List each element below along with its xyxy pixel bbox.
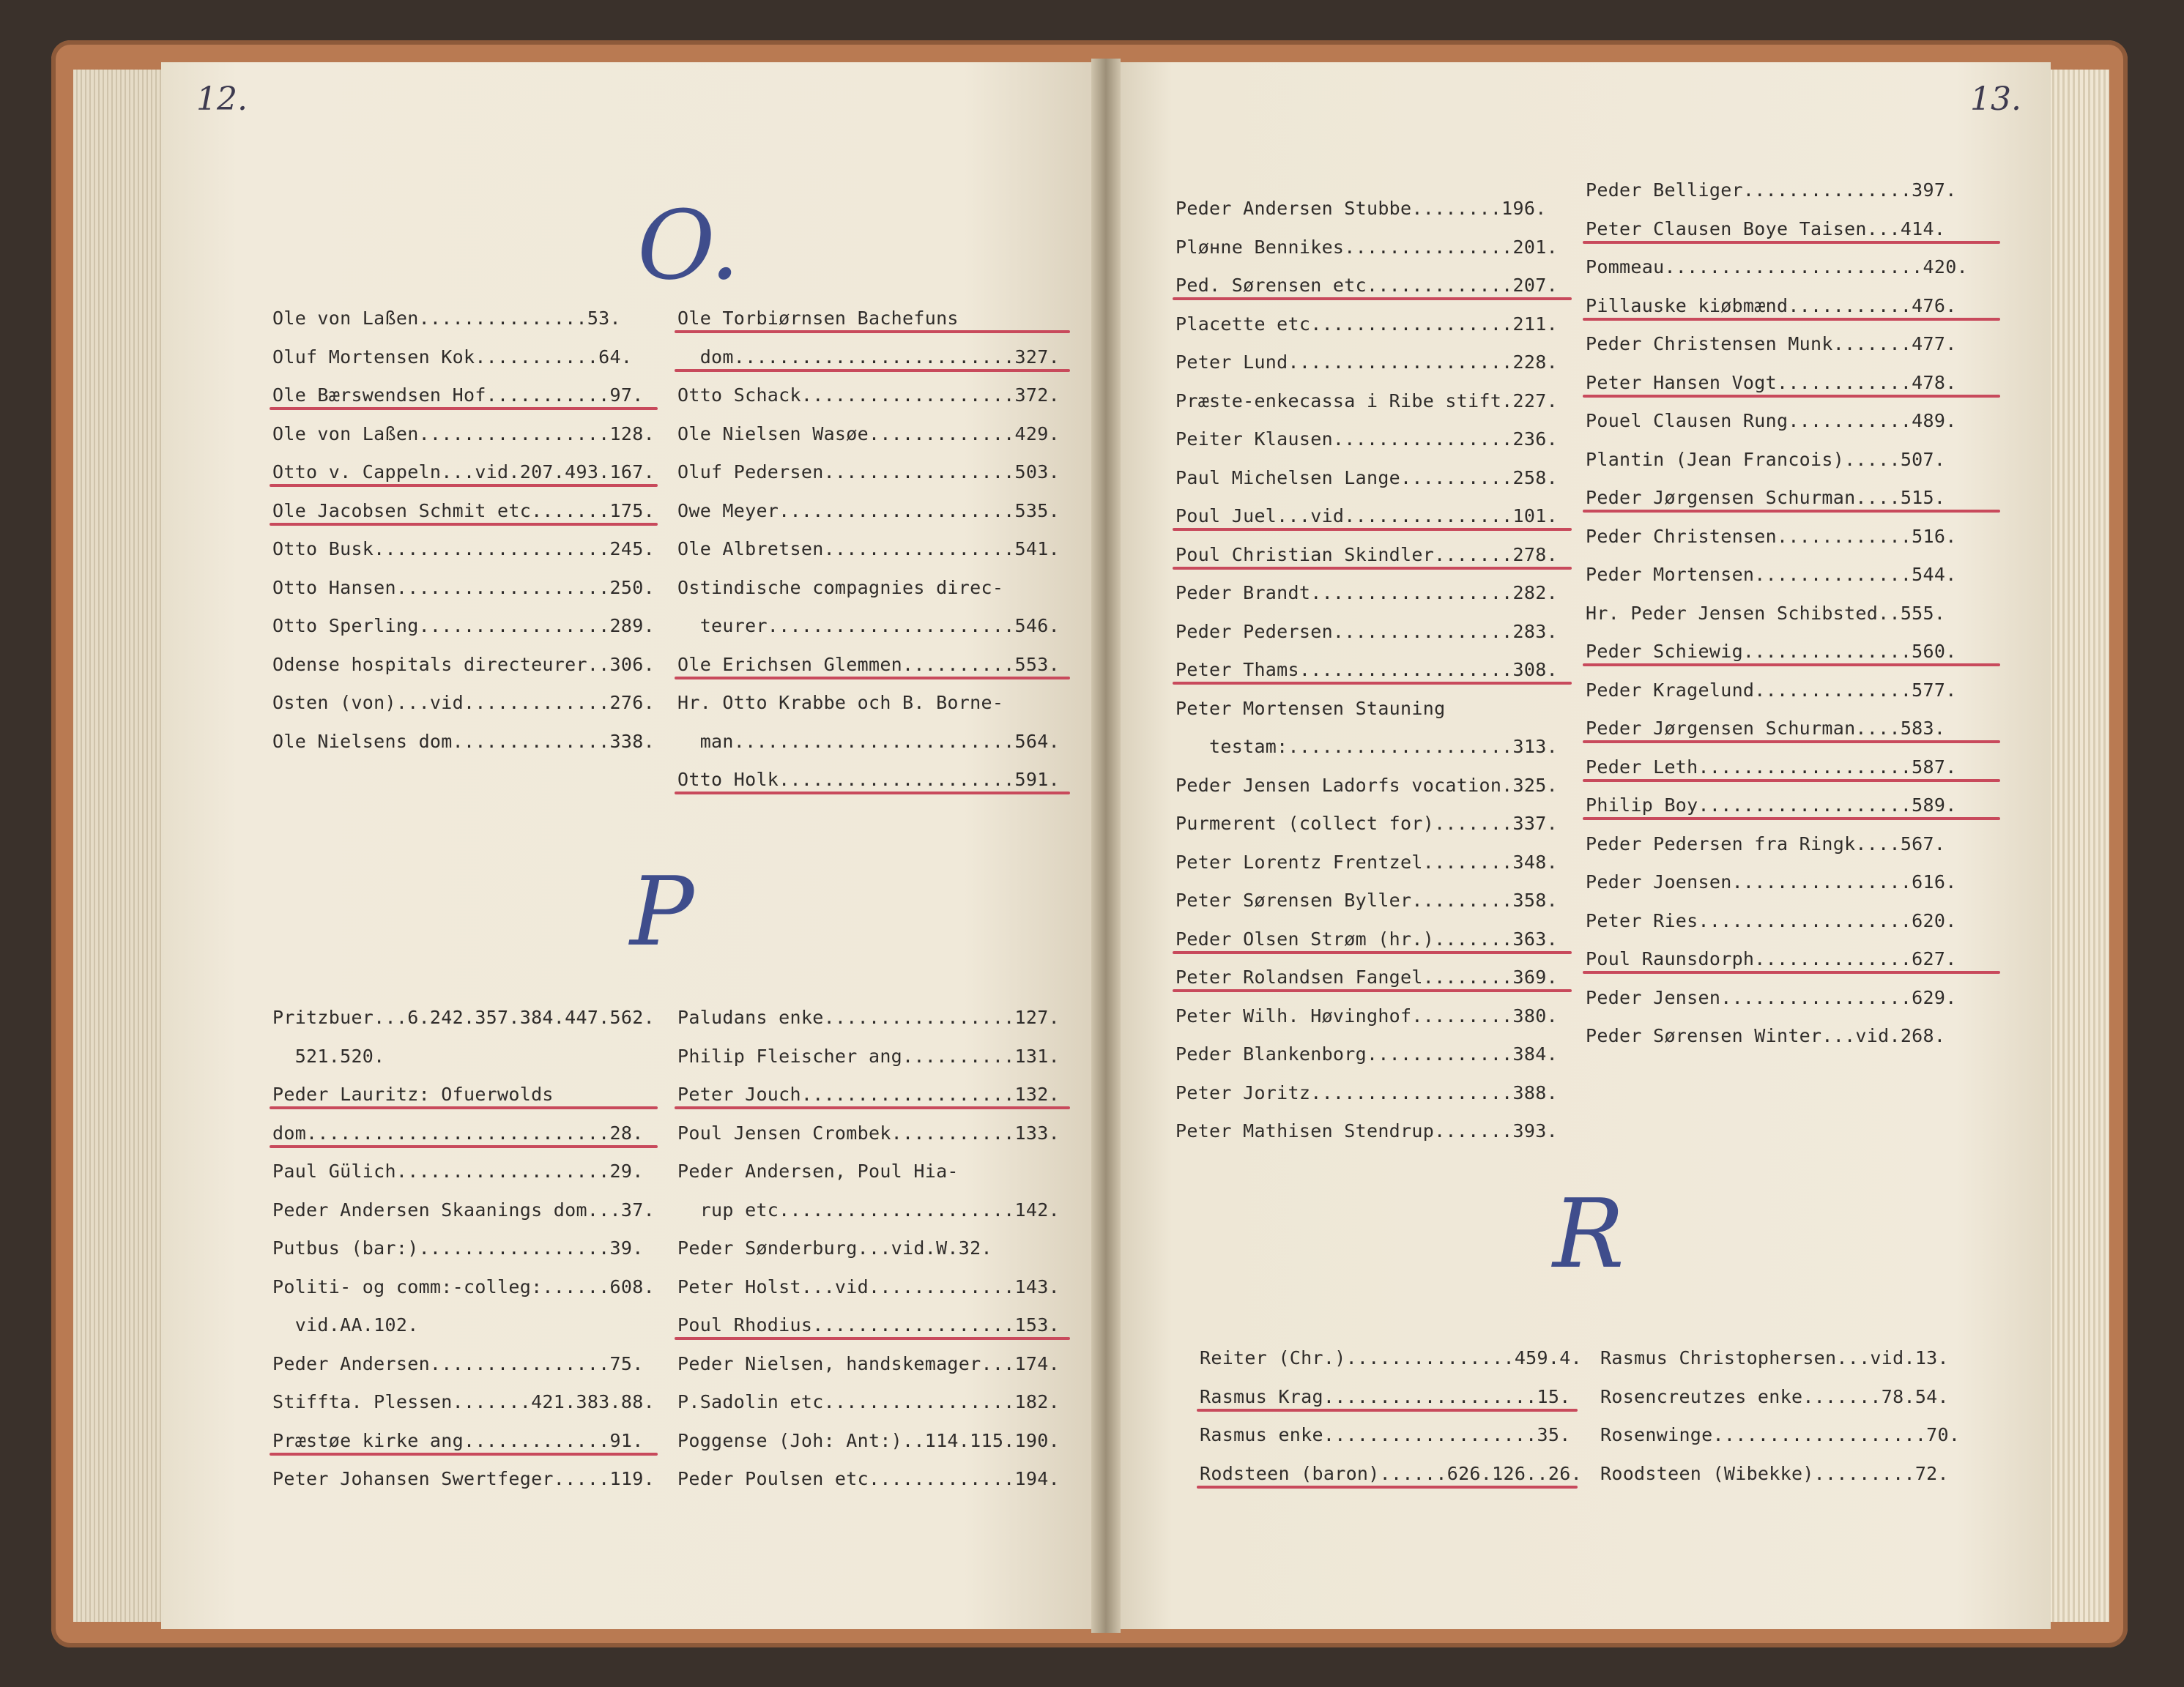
index-entry: Peder Kragelund..............577. — [1586, 679, 1957, 701]
index-entry: Rasmus Christophersen...vid.13. — [1600, 1347, 1949, 1368]
index-entry: Poul Christian Skindler.......278. — [1175, 543, 1558, 565]
index-entry: teurer......................546. — [677, 615, 1060, 636]
index-entry: Peder Andersen Stubbe........196. — [1175, 198, 1547, 219]
index-entry: dom.........................327. — [677, 346, 1060, 368]
index-entry: Peter Thams...................308. — [1175, 659, 1558, 680]
index-entry: Stiffta. Plessen.......421.383.88. — [272, 1391, 655, 1412]
index-entry: Peder Christensen............516. — [1586, 525, 1957, 547]
index-entry: Peter Wilh. Høvinghof.........380. — [1175, 1005, 1558, 1027]
red-underline — [1197, 1486, 1578, 1489]
red-underline — [675, 369, 1070, 372]
index-entry: Osten (von)...vid.............276. — [272, 692, 655, 713]
index-entry: Pouel Clausen Rung...........489. — [1586, 410, 1957, 431]
index-entry: Ole Bærswendsen Hof...........97. — [272, 384, 644, 406]
index-entry: Odense hospitals directeurer..306. — [272, 653, 655, 675]
index-entry: Ole Albretsen.................541. — [677, 538, 1060, 559]
index-entry: Pritzbuer...6.242.357.384.447.562. — [272, 1007, 655, 1028]
index-entry: Peder Pedersen................283. — [1175, 620, 1558, 642]
index-entry: Reiter (Chr.)...............459.4. — [1200, 1347, 1582, 1368]
index-entry: Peter Hansen Vogt............478. — [1586, 371, 1957, 393]
index-entry: Otto Hansen...................250. — [272, 576, 655, 598]
index-entry: Otto v. Cappeln...vid.207.493.167. — [272, 461, 655, 483]
red-underline — [1173, 297, 1572, 300]
index-entry: Peder Sønderburg...vid.W.32. — [677, 1237, 992, 1259]
index-entry: Præstøe kirke ang.............91. — [272, 1429, 644, 1451]
red-underline — [1197, 1409, 1578, 1412]
red-underline — [270, 1453, 658, 1456]
page-edges-left — [73, 70, 176, 1622]
index-entry: Plantin (Jean Francois).....507. — [1586, 448, 1946, 470]
red-underline — [1583, 318, 2000, 321]
red-underline — [1173, 528, 1572, 531]
index-entry: Peder Pedersen fra Ringk....567. — [1586, 833, 1946, 854]
index-entry: Rosencreutzes enke.......78.54. — [1600, 1385, 1949, 1407]
index-entry: Placette etc..................211. — [1175, 313, 1558, 335]
index-entry: Peder Andersen................75. — [272, 1352, 644, 1374]
red-underline — [270, 1106, 658, 1109]
index-entry: Oluf Mortensen Kok...........64. — [272, 346, 633, 368]
index-entry: Poul Juel...vid...............101. — [1175, 505, 1558, 526]
index-entry: Otto Schack...................372. — [677, 384, 1060, 406]
red-underline — [270, 523, 658, 526]
index-entry: Peter Johansen Swertfeger.....119. — [272, 1468, 655, 1489]
index-entry: Peder Andersen Skaanings dom...37. — [272, 1199, 655, 1221]
index-entry: Paul Michelsen Lange..........258. — [1175, 466, 1558, 488]
index-entry: man.........................564. — [677, 730, 1060, 752]
index-entry: Peder Andersen, Poul Hia- — [677, 1161, 959, 1182]
red-underline — [1583, 241, 2000, 244]
red-underline — [1583, 395, 2000, 398]
index-entry: Peiter Klausen................236. — [1175, 428, 1558, 450]
index-entry: Ole von Laßen.................128. — [272, 422, 655, 444]
red-underline — [1173, 989, 1572, 992]
index-entry: Philip Fleischer ang..........131. — [677, 1045, 1060, 1067]
red-underline — [675, 792, 1070, 794]
red-underline — [1173, 682, 1572, 685]
index-entry: Peter Mathisen Stendrup.......393. — [1175, 1120, 1558, 1142]
index-entry: dom...........................28. — [272, 1122, 644, 1144]
index-entry: Otto Sperling.................289. — [272, 615, 655, 636]
index-entry: testam:....................313. — [1175, 736, 1558, 757]
page-number-right: 13. — [1970, 81, 2021, 118]
index-entry: Poul Raunsdorph..............627. — [1586, 948, 1957, 969]
index-entry: Peder Leth...................587. — [1586, 756, 1957, 778]
index-entry: Hr. Peder Jensen Schibsted..555. — [1586, 602, 1946, 624]
index-entry: Roodsteen (Wibekke).........72. — [1600, 1462, 1949, 1484]
book-gutter — [1091, 59, 1121, 1633]
index-entry: Peter Lorentz Frentzel........348. — [1175, 851, 1558, 873]
index-entry: Pommeau.......................420. — [1586, 256, 1968, 278]
index-entry: Oluf Pedersen.................503. — [677, 461, 1060, 483]
index-entry: 521.520. — [272, 1045, 385, 1067]
index-entry: Pillauske kiøbmænd...........476. — [1586, 294, 1957, 316]
index-entry: Ole Jacobsen Schmit etc.......175. — [272, 499, 655, 521]
index-entry: Ole Erichsen Glemmen..........553. — [677, 653, 1060, 675]
index-entry: Præste-enkecassa i Ribe stift.227. — [1175, 390, 1558, 411]
red-underline — [270, 484, 658, 487]
index-entry: Poul Rhodius..................153. — [677, 1314, 1060, 1336]
red-underline — [1583, 971, 2000, 974]
index-entry: Peder Brandt..................282. — [1175, 582, 1558, 603]
index-entry: Pløнne Bennikes...............201. — [1175, 236, 1558, 258]
index-entry: Peter Sørensen Byller.........358. — [1175, 890, 1558, 911]
index-entry: Peder Jensen.................629. — [1586, 986, 1957, 1008]
index-entry: Peter Holst...vid.............143. — [677, 1276, 1060, 1297]
index-entry: Peder Olsen Strøm (hr.).......363. — [1175, 928, 1558, 950]
index-entry: Peter Mortensen Stauning — [1175, 697, 1446, 719]
section-letter-r: R — [1553, 1178, 1624, 1289]
index-entry: Putbus (bar:).................39. — [272, 1237, 644, 1259]
index-entry: P.Sadolin etc.................182. — [677, 1391, 1060, 1412]
index-entry: Ole Nielsen Wasøe.............429. — [677, 422, 1060, 444]
red-underline — [1583, 779, 2000, 782]
index-entry: Politi- og comm:-colleg:......608. — [272, 1276, 655, 1297]
index-entry: Purmerent (collect for).......337. — [1175, 813, 1558, 834]
index-entry: Poggense (Joh: Ant:)..114.115.190. — [677, 1429, 1060, 1451]
red-underline — [270, 1145, 658, 1148]
index-entry: Otto Busk.....................245. — [272, 538, 655, 559]
index-entry: Ostindische compagnies direc- — [677, 576, 1004, 598]
index-entry: Peder Poulsen etc.............194. — [677, 1468, 1060, 1489]
red-underline — [1583, 510, 2000, 513]
index-entry: Ole Torbiørnsen Bachefuns — [677, 308, 959, 329]
index-entry: Hr. Otto Krabbe och B. Borne- — [677, 692, 1004, 713]
index-entry: Peder Joensen................616. — [1586, 871, 1957, 893]
index-entry: Peter Rolandsen Fangel........369. — [1175, 967, 1558, 988]
index-entry: Philip Boy...................589. — [1586, 794, 1957, 816]
section-letter-p: P — [630, 856, 694, 967]
index-entry: Peter Clausen Boye Taisen...414. — [1586, 217, 1946, 239]
index-entry: Peder Sørensen Winter...vid.268. — [1586, 1025, 1946, 1046]
index-entry: Otto Holk.....................591. — [677, 769, 1060, 790]
index-entry: Owe Meyer.....................535. — [677, 499, 1060, 521]
section-letter-o: O. — [637, 190, 740, 301]
index-entry: Ole Nielsens dom..............338. — [272, 730, 655, 752]
index-entry: Rodsteen (baron)......626.126..26. — [1200, 1462, 1582, 1484]
index-entry: rup etc.....................142. — [677, 1199, 1060, 1221]
index-entry: Rasmus enke...................35. — [1200, 1424, 1571, 1445]
index-entry: Peter Ries...................620. — [1586, 909, 1957, 931]
index-entry: Peter Jouch...................132. — [677, 1084, 1060, 1105]
index-entry: Peder Christensen Munk.......477. — [1586, 333, 1957, 354]
index-entry: Ole von Laßen...............53. — [272, 308, 621, 329]
index-entry: Peder Belliger...............397. — [1586, 179, 1957, 201]
red-underline — [1583, 817, 2000, 820]
index-entry: Paludans enke.................127. — [677, 1007, 1060, 1028]
red-underline — [270, 407, 658, 410]
index-entry: Poul Jensen Crombek...........133. — [677, 1122, 1060, 1144]
red-underline — [675, 330, 1070, 333]
page-number-left: 12. — [196, 81, 248, 118]
index-entry: vid.AA.102. — [272, 1314, 419, 1336]
index-entry: Peder Jørgensen Schurman....515. — [1586, 487, 1946, 508]
red-underline — [675, 677, 1070, 679]
red-underline — [675, 1337, 1070, 1340]
index-entry: Paul Gülich...................29. — [272, 1161, 644, 1182]
index-entry: Peter Lund....................228. — [1175, 351, 1558, 373]
index-entry: Peder Mortensen..............544. — [1586, 564, 1957, 585]
index-entry: Peder Lauritz: Ofuerwolds — [272, 1084, 554, 1105]
red-underline — [1583, 663, 2000, 666]
index-entry: Peter Joritz..................388. — [1175, 1081, 1558, 1103]
red-underline — [1173, 567, 1572, 570]
index-entry: Ped. Sørensen etc.............207. — [1175, 275, 1558, 296]
index-entry: Rasmus Krag...................15. — [1200, 1385, 1571, 1407]
index-entry: Peder Jensen Ladorfs vocation.325. — [1175, 774, 1558, 796]
red-underline — [1173, 951, 1572, 954]
index-entry: Peder Schiewig...............560. — [1586, 641, 1957, 662]
index-entry: Rosenwinge...................70. — [1600, 1424, 1961, 1445]
index-entry: Peder Blankenborg.............384. — [1175, 1043, 1558, 1065]
index-entry: Peder Nielsen, handskemager...174. — [677, 1352, 1060, 1374]
index-entry: Peder Jørgensen Schurman....583. — [1586, 718, 1946, 739]
red-underline — [675, 1106, 1070, 1109]
red-underline — [1583, 740, 2000, 743]
